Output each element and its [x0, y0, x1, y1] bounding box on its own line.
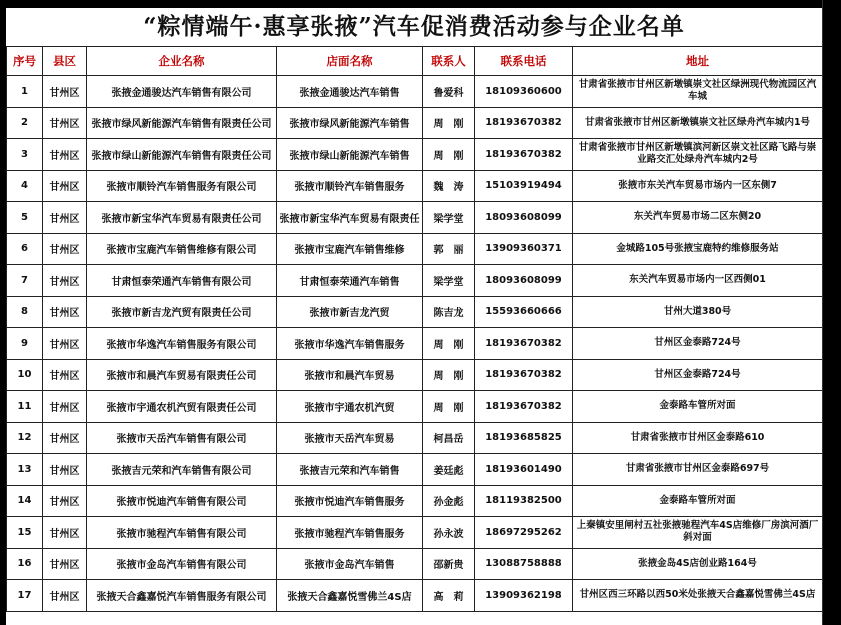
cell-county: 甘州区	[43, 454, 87, 486]
cell-store-name: 张掖市顺铃汽车销售服务	[277, 170, 423, 202]
cell-phone: 18093608099	[475, 265, 573, 297]
cell-index: 8	[7, 296, 43, 328]
cell-contact: 周 刚	[423, 139, 475, 171]
cell-company-name: 张掖金通骏达汽车销售有限公司	[87, 76, 277, 108]
cell-county: 甘州区	[43, 328, 87, 360]
cell-index: 15	[7, 517, 43, 549]
cell-store-name: 张掖市华逸汽车销售服务	[277, 328, 423, 360]
cell-store-name: 甘肃恒泰荣通汽车销售	[277, 265, 423, 297]
cell-store-name: 张掖市天岳汽车贸易	[277, 422, 423, 454]
cell-index: 3	[7, 139, 43, 171]
cell-store-name: 张掖市金岛汽车销售	[277, 548, 423, 580]
header-company-name: 企业名称	[87, 47, 277, 76]
header-phone: 联系电话	[475, 47, 573, 76]
cell-contact: 高 莉	[423, 580, 475, 612]
cell-county: 甘州区	[43, 76, 87, 108]
cell-county: 甘州区	[43, 107, 87, 139]
cell-address: 甘肃省张掖市甘州区新墩镇崇文社区绿洲现代物流园区汽车城	[573, 76, 823, 108]
cell-phone: 18193685825	[475, 422, 573, 454]
cell-county: 甘州区	[43, 422, 87, 454]
cell-index: 11	[7, 391, 43, 423]
cell-phone: 18193670382	[475, 359, 573, 391]
cell-county: 甘州区	[43, 517, 87, 549]
cell-index: 13	[7, 454, 43, 486]
table-row	[7, 359, 823, 391]
cell-index: 4	[7, 170, 43, 202]
cell-county: 甘州区	[43, 202, 87, 234]
cell-address: 甘肃省张掖市甘州区新墩镇崇文社区绿舟汽车城内1号	[573, 107, 823, 139]
cell-index: 6	[7, 233, 43, 265]
cell-contact: 梁学堂	[423, 202, 475, 234]
cell-address: 甘州大道380号	[573, 296, 823, 328]
cell-phone: 13909362198	[475, 580, 573, 612]
cell-phone: 18193670382	[475, 391, 573, 423]
cell-company-name: 甘肃恒泰荣通汽车销售有限公司	[87, 265, 277, 297]
cell-index: 14	[7, 485, 43, 517]
cell-contact: 鲁爱科	[423, 76, 475, 108]
cell-store-name: 张掖市驰程汽车销售服务	[277, 517, 423, 549]
cell-address: 甘肃省张掖市甘州区金泰路610	[573, 422, 823, 454]
cell-index: 10	[7, 359, 43, 391]
cell-phone: 18193601490	[475, 454, 573, 486]
cell-company-name: 张掖市绿山新能源汽车销售有限责任公司	[87, 139, 277, 171]
table-row	[7, 107, 823, 139]
cell-county: 甘州区	[43, 548, 87, 580]
cell-address: 甘肃省张掖市甘州区金泰路697号	[573, 454, 823, 486]
cell-company-name: 张掖市顺铃汽车销售服务有限公司	[87, 170, 277, 202]
cell-address: 上秦镇安里闸村五社张掖驰程汽车4S店维修厂房滨河酒厂斜对面	[573, 517, 823, 549]
cell-address: 金泰路车管所对面	[573, 391, 823, 423]
cell-address: 甘肃省张掖市甘州区新墩镇滨河新区崇文社区路飞路与崇业路交汇处绿舟汽车城内2号	[573, 139, 823, 171]
cell-county: 甘州区	[43, 296, 87, 328]
cell-county: 甘州区	[43, 580, 87, 612]
cell-phone: 13909360371	[475, 233, 573, 265]
cell-address: 张掖市东关汽车贸易市场内一区东侧7	[573, 170, 823, 202]
cell-store-name: 张掖市和晨汽车贸易	[277, 359, 423, 391]
table-row	[7, 328, 823, 360]
enterprise-list-table	[6, 46, 822, 612]
cell-index: 7	[7, 265, 43, 297]
cell-company-name: 张掖市新吉龙汽贸有限责任公司	[87, 296, 277, 328]
cell-address: 甘州区金泰路724号	[573, 328, 823, 360]
cell-company-name: 张掖市新宝华汽车贸易有限责任公司	[87, 202, 277, 234]
header-contact: 联系人	[423, 47, 475, 76]
cell-company-name: 张掖市华逸汽车销售服务有限公司	[87, 328, 277, 360]
cell-phone: 18109360600	[475, 76, 573, 108]
cell-address: 东关汽车贸易市场二区东侧20	[573, 202, 823, 234]
cell-company-name: 张掖市宝鹿汽车销售维修有限公司	[87, 233, 277, 265]
cell-store-name: 张掖市宇通农机汽贸	[277, 391, 423, 423]
cell-county: 甘州区	[43, 233, 87, 265]
cell-phone: 18093608099	[475, 202, 573, 234]
table-row	[7, 202, 823, 234]
header-address: 地址	[573, 47, 823, 76]
cell-company-name: 张掖市宇通农机汽贸有限责任公司	[87, 391, 277, 423]
cell-address: 金泰路车管所对面	[573, 485, 823, 517]
cell-contact: 陈吉龙	[423, 296, 475, 328]
cell-company-name: 张掖市和晨汽车贸易有限责任公司	[87, 359, 277, 391]
header-index: 序号	[7, 47, 43, 76]
table-row	[7, 580, 823, 612]
cell-contact: 孙金彪	[423, 485, 475, 517]
cell-phone: 18193670382	[475, 139, 573, 171]
cell-index: 9	[7, 328, 43, 360]
cell-contact: 周 刚	[423, 391, 475, 423]
table-row	[7, 454, 823, 486]
header-store-name: 店面名称	[277, 47, 423, 76]
window-edge-line	[822, 0, 823, 625]
cell-address: 甘州区西三环路以西50米处张掖天合鑫嘉悦雪佛兰4S店	[573, 580, 823, 612]
cell-county: 甘州区	[43, 391, 87, 423]
cell-store-name: 张掖市悦迪汽车销售服务	[277, 485, 423, 517]
cell-store-name: 张掖市新宝华汽车贸易有限责任	[277, 202, 423, 234]
cell-county: 甘州区	[43, 170, 87, 202]
cell-company-name: 张掖市驰程汽车销售有限公司	[87, 517, 277, 549]
cell-company-name: 张掖市金岛汽车销售有限公司	[87, 548, 277, 580]
cell-phone: 18119382500	[475, 485, 573, 517]
table-row	[7, 517, 823, 549]
cell-contact: 周 刚	[423, 359, 475, 391]
table-row	[7, 139, 823, 171]
cell-contact: 郭 丽	[423, 233, 475, 265]
table-row	[7, 296, 823, 328]
cell-phone: 18193670382	[475, 107, 573, 139]
cell-address: 甘州区金泰路724号	[573, 359, 823, 391]
cell-index: 12	[7, 422, 43, 454]
cell-index: 2	[7, 107, 43, 139]
table-row	[7, 485, 823, 517]
cell-index: 5	[7, 202, 43, 234]
table-row	[7, 170, 823, 202]
cell-county: 甘州区	[43, 139, 87, 171]
cell-store-name: 张掖市宝鹿汽车销售维修	[277, 233, 423, 265]
cell-phone: 18697295262	[475, 517, 573, 549]
cell-company-name: 张掖市天岳汽车销售有限公司	[87, 422, 277, 454]
cell-store-name: 张掖天合鑫嘉悦雪佛兰4S店	[277, 580, 423, 612]
sheet-title: “粽情端午·惠享张掖”汽车促消费活动参与企业名单	[143, 13, 685, 40]
cell-contact: 孙永波	[423, 517, 475, 549]
cell-store-name: 张掖市新吉龙汽贸	[277, 296, 423, 328]
cell-contact: 柯昌岳	[423, 422, 475, 454]
table-row	[7, 265, 823, 297]
cell-county: 甘州区	[43, 485, 87, 517]
cell-phone: 18193670382	[475, 328, 573, 360]
cell-phone: 15593660666	[475, 296, 573, 328]
cell-store-name: 张掖金通骏达汽车销售	[277, 76, 423, 108]
header-county: 县区	[43, 47, 87, 76]
cell-contact: 姜廷彪	[423, 454, 475, 486]
cell-store-name: 张掖市绿山新能源汽车销售	[277, 139, 423, 171]
cell-address: 东关汽车贸易市场内一区西侧01	[573, 265, 823, 297]
cell-index: 17	[7, 580, 43, 612]
cell-company-name: 张掖市绿风新能源汽车销售有限责任公司	[87, 107, 277, 139]
table-header-row	[7, 47, 823, 76]
cell-address: 金城路105号张掖宝鹿特约维修服务站	[573, 233, 823, 265]
cell-contact: 周 刚	[423, 328, 475, 360]
cell-index: 1	[7, 76, 43, 108]
table-row	[7, 233, 823, 265]
cell-county: 甘州区	[43, 359, 87, 391]
cell-store-name: 张掖市绿风新能源汽车销售	[277, 107, 423, 139]
cell-company-name: 张掖天合鑫嘉悦汽车销售服务有限公司	[87, 580, 277, 612]
cell-phone: 13088758888	[475, 548, 573, 580]
cell-contact: 魏 涛	[423, 170, 475, 202]
cell-index: 16	[7, 548, 43, 580]
cell-contact: 梁学堂	[423, 265, 475, 297]
table-row	[7, 391, 823, 423]
cell-phone: 15103919494	[475, 170, 573, 202]
spreadsheet-sheet	[6, 8, 822, 625]
cell-county: 甘州区	[43, 265, 87, 297]
cell-contact: 周 刚	[423, 107, 475, 139]
table-row	[7, 548, 823, 580]
cell-address: 张掖金岛4S店创业路164号	[573, 548, 823, 580]
table-row	[7, 76, 823, 108]
cell-store-name: 张掖吉元荣和汽车销售	[277, 454, 423, 486]
table-row	[7, 422, 823, 454]
cell-company-name: 张掖吉元荣和汽车销售有限公司	[87, 454, 277, 486]
cell-company-name: 张掖市悦迪汽车销售有限公司	[87, 485, 277, 517]
cell-contact: 邵新贵	[423, 548, 475, 580]
